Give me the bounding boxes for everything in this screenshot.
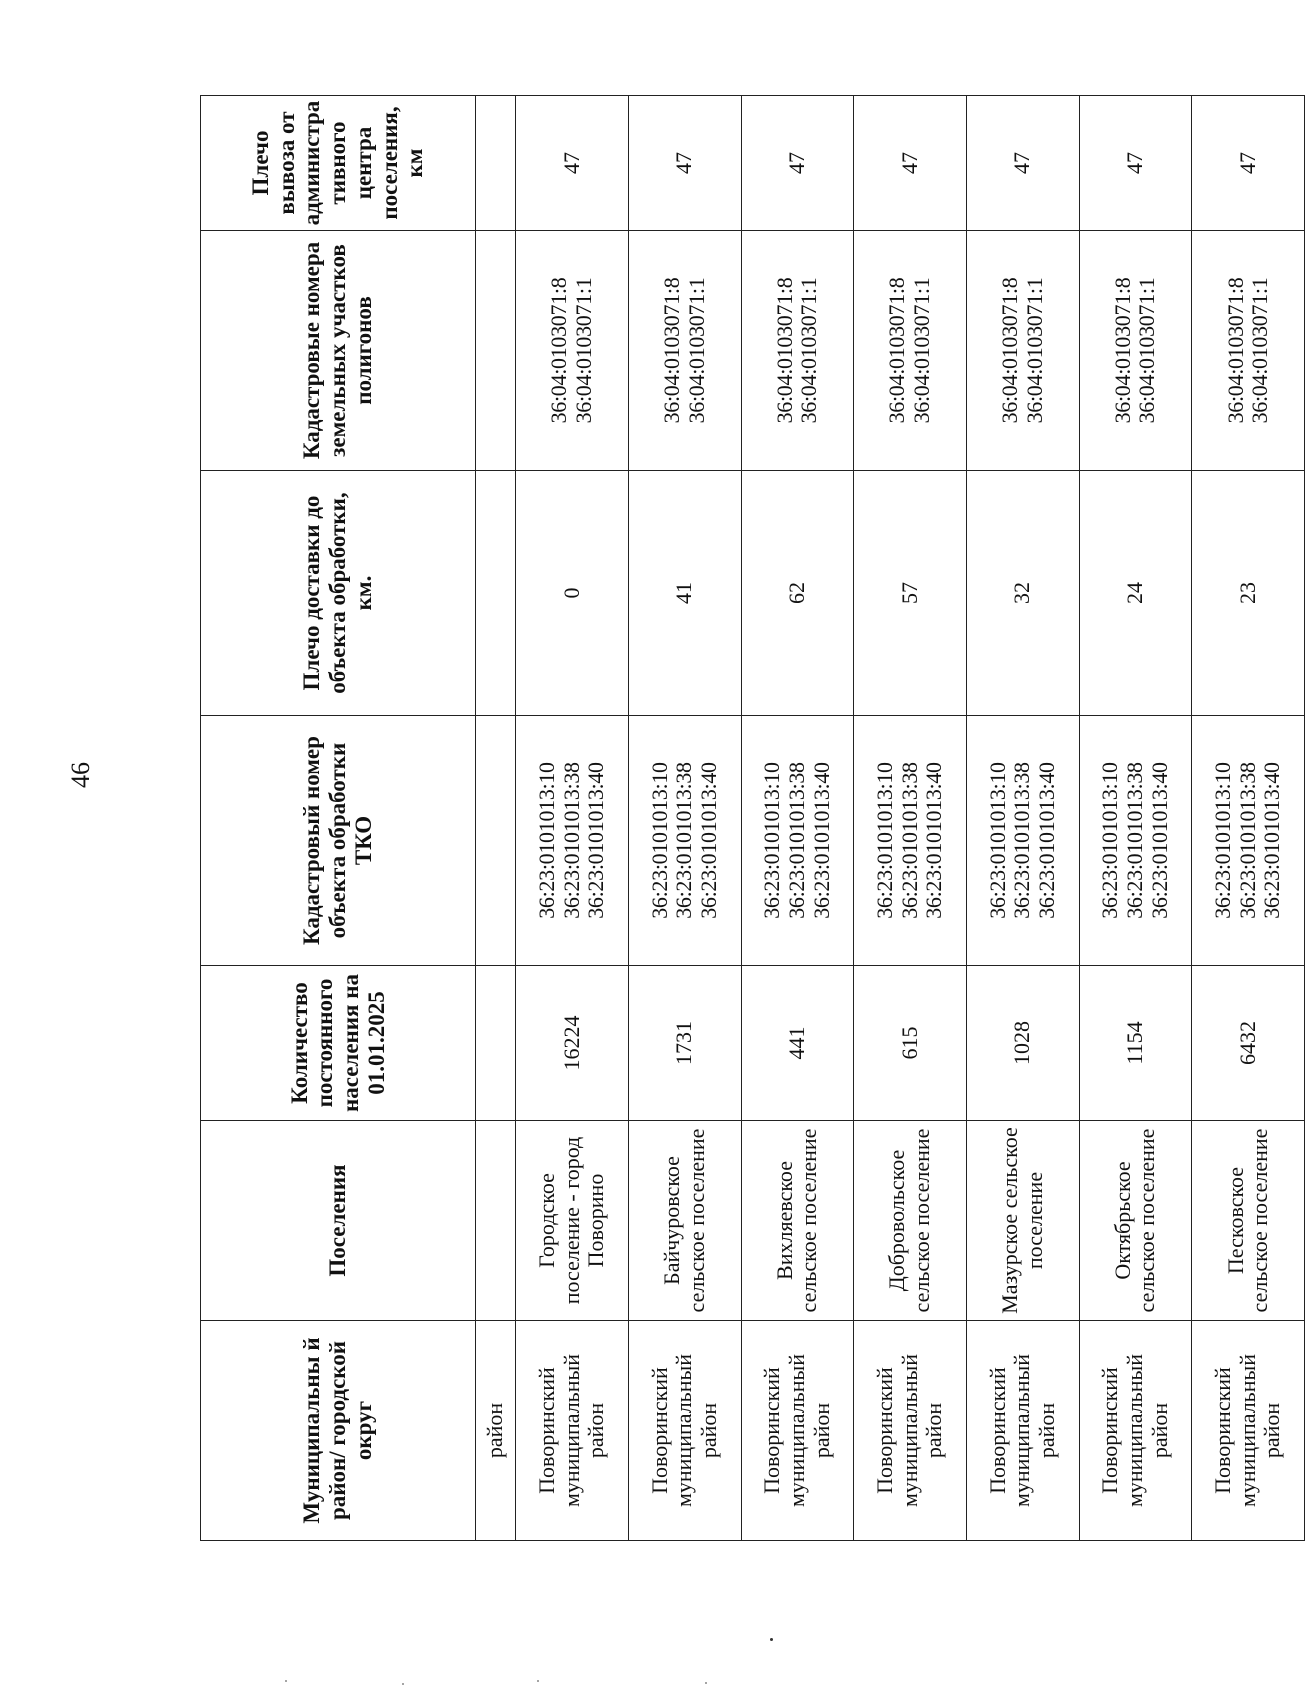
cadastral-number: 36:04:0103071:1 xyxy=(1134,277,1160,424)
subrow-cell xyxy=(476,96,516,231)
cell-delivery-km: 57 xyxy=(854,471,967,716)
header-land-cadastral: Кадастровые номера земельных участков полигонов xyxy=(201,231,476,471)
cell-tko-cadastral xyxy=(1192,716,1305,966)
cell-land-cadastral xyxy=(966,231,1079,471)
cadastral-number: 36:23:0101013:40 xyxy=(808,762,834,919)
cell-population: 6432 xyxy=(1192,966,1305,1121)
cell-land-cadastral xyxy=(1079,231,1192,471)
cell-district: Поворинский муниципальный район xyxy=(1192,1321,1305,1541)
cell-export-km: 47 xyxy=(741,96,854,231)
scan-dot xyxy=(537,1680,539,1682)
cell-tko-cadastral xyxy=(628,716,741,966)
cadastral-number: 36:23:0101013:38 xyxy=(1122,762,1148,919)
cadastral-number: 36:23:0101013:38 xyxy=(896,762,922,919)
cell-export-km: 47 xyxy=(1192,96,1305,231)
cell-population: 1731 xyxy=(628,966,741,1121)
header-export-km: Плечо вывоза от администра тивного центра поселения, км xyxy=(201,96,476,231)
cadastral-number: 36:04:0103071:8 xyxy=(884,277,910,424)
cell-population: 1154 xyxy=(1079,966,1192,1121)
cadastral-number: 36:23:0101013:10 xyxy=(1210,762,1236,919)
cadastral-number: 36:04:0103071:8 xyxy=(771,277,797,424)
cadastral-number: 36:23:0101013:38 xyxy=(671,762,697,919)
scan-dot xyxy=(705,1682,707,1684)
cell-settlement: Мазурское сельское поселение xyxy=(966,1121,1079,1321)
table-row xyxy=(516,96,629,1541)
header-settlement: Поселения xyxy=(201,1121,476,1321)
cadastral-number: 36:23:0101013:10 xyxy=(872,762,898,919)
page-number: 46 xyxy=(66,762,95,788)
cell-tko-cadastral xyxy=(516,716,629,966)
cadastral-number: 36:04:0103071:1 xyxy=(571,277,597,424)
cadastral-number: 36:23:0101013:40 xyxy=(1034,762,1060,919)
cell-district: Поворинский муниципальный район xyxy=(1079,1321,1192,1541)
subrow-cell xyxy=(476,966,516,1121)
cadastral-number: 36:04:0103071:8 xyxy=(659,277,685,424)
scan-dot xyxy=(402,1683,404,1685)
cell-district: Поворинский муниципальный район xyxy=(741,1321,854,1541)
cell-population: 441 xyxy=(741,966,854,1121)
cell-export-km: 47 xyxy=(628,96,741,231)
cadastral-number: 36:23:0101013:40 xyxy=(583,762,609,919)
cell-tko-cadastral xyxy=(741,716,854,966)
cadastral-number: 36:04:0103071:8 xyxy=(1109,277,1135,424)
header-population: Количество постоянного населения на 01.01.2025 xyxy=(201,966,476,1121)
cell-population: 1028 xyxy=(966,966,1079,1121)
cadastral-number: 36:23:0101013:38 xyxy=(784,762,810,919)
settlements-table xyxy=(200,95,1305,1541)
scan-dot xyxy=(285,1680,287,1682)
table-row xyxy=(741,96,854,1541)
table-row xyxy=(1079,96,1192,1541)
cell-land-cadastral xyxy=(516,231,629,471)
cadastral-number: 36:04:0103071:1 xyxy=(1247,277,1273,424)
cadastral-number: 36:23:0101013:40 xyxy=(1259,762,1285,919)
cadastral-number: 36:23:0101013:38 xyxy=(1234,762,1260,919)
cell-settlement: Вихляевское сельское поселение xyxy=(741,1121,854,1321)
subrow-cell xyxy=(476,471,516,716)
subrow-cell xyxy=(476,231,516,471)
cell-delivery-km: 24 xyxy=(1079,471,1192,716)
cell-population: 16224 xyxy=(516,966,629,1121)
cell-district: Поворинский муниципальный район xyxy=(516,1321,629,1541)
cell-land-cadastral xyxy=(854,231,967,471)
cadastral-number: 36:23:0101013:40 xyxy=(696,762,722,919)
cell-delivery-km: 62 xyxy=(741,471,854,716)
header-delivery-km: Плечо доставки до объекта обработки, км. xyxy=(201,471,476,716)
cell-delivery-km: 0 xyxy=(516,471,629,716)
cell-settlement: Добровольское сельское поселение xyxy=(854,1121,967,1321)
cell-tko-cadastral xyxy=(1079,716,1192,966)
cadastral-number: 36:04:0103071:8 xyxy=(997,277,1023,424)
cell-export-km: 47 xyxy=(516,96,629,231)
header-district: Муниципальны й район/ городской округ xyxy=(201,1321,476,1541)
cell-delivery-km: 41 xyxy=(628,471,741,716)
cell-settlement: Байчуровское сельское поселение xyxy=(628,1121,741,1321)
cadastral-number: 36:04:0103071:8 xyxy=(546,277,572,424)
table-row xyxy=(966,96,1079,1541)
cell-district: Поворинский муниципальный район xyxy=(628,1321,741,1541)
cell-delivery-km: 23 xyxy=(1192,471,1305,716)
cell-export-km: 47 xyxy=(854,96,967,231)
table-row xyxy=(854,96,967,1541)
table-subrow xyxy=(476,96,516,1541)
subrow-cell xyxy=(476,1121,516,1321)
cell-delivery-km: 32 xyxy=(966,471,1079,716)
cell-land-cadastral xyxy=(1192,231,1305,471)
cell-land-cadastral xyxy=(741,231,854,471)
cadastral-number: 36:23:0101013:40 xyxy=(921,762,947,919)
cadastral-number: 36:04:0103071:1 xyxy=(796,277,822,424)
cell-settlement: Октябрьское сельское поселение xyxy=(1079,1121,1192,1321)
cell-population: 615 xyxy=(854,966,967,1121)
cadastral-number: 36:23:0101013:10 xyxy=(984,762,1010,919)
rotated-table-wrapper xyxy=(200,96,1305,1541)
table-header-row xyxy=(201,96,476,1541)
cadastral-number: 36:04:0103071:1 xyxy=(909,277,935,424)
cell-district: Поворинский муниципальный район xyxy=(854,1321,967,1541)
cadastral-number: 36:04:0103071:1 xyxy=(1021,277,1047,424)
cadastral-number: 36:04:0103071:1 xyxy=(683,277,709,424)
table-row xyxy=(1192,96,1305,1541)
table-body xyxy=(476,96,1305,1541)
table-frame xyxy=(200,96,1305,1541)
cadastral-number: 36:23:0101013:10 xyxy=(646,762,672,919)
cell-land-cadastral xyxy=(628,231,741,471)
cadastral-number: 36:23:0101013:40 xyxy=(1146,762,1172,919)
cell-tko-cadastral xyxy=(966,716,1079,966)
table-row xyxy=(628,96,741,1541)
cell-district: Поворинский муниципальный район xyxy=(966,1321,1079,1541)
cadastral-number: 36:23:0101013:38 xyxy=(1009,762,1035,919)
cell-settlement: Городское поселение - город Поворино xyxy=(516,1121,629,1321)
subrow-cell xyxy=(476,716,516,966)
cadastral-number: 36:23:0101013:10 xyxy=(759,762,785,919)
cadastral-number: 36:23:0101013:10 xyxy=(1097,762,1123,919)
cell-export-km: 47 xyxy=(966,96,1079,231)
cell-export-km: 47 xyxy=(1079,96,1192,231)
subrow-cell: район xyxy=(476,1321,516,1541)
cadastral-number: 36:23:0101013:10 xyxy=(534,762,560,919)
cadastral-number: 36:04:0103071:8 xyxy=(1222,277,1248,424)
cell-settlement: Песковское сельское поселение xyxy=(1192,1121,1305,1321)
scan-dot xyxy=(770,1638,773,1641)
header-tko-cadastral: Кадастровый номер объекта обработки ТКО xyxy=(201,716,476,966)
cadastral-number: 36:23:0101013:38 xyxy=(558,762,584,919)
cell-tko-cadastral xyxy=(854,716,967,966)
